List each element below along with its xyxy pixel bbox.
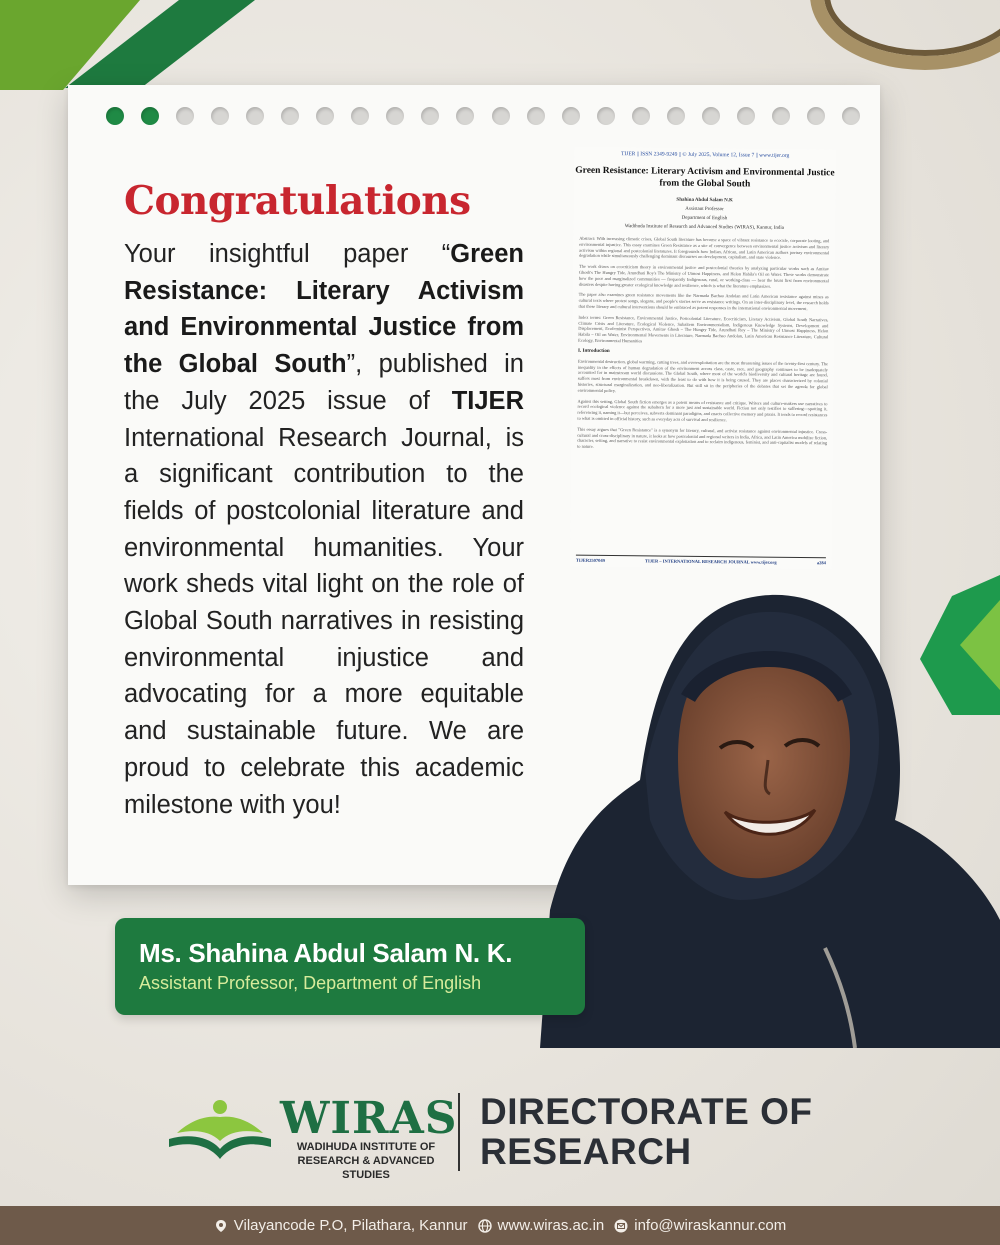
paper-header: TIJER || ISSN 2349-9249 || © July 2025, Volume 12, Issue 7 || www.tijer.org — [620, 151, 790, 159]
paper-abstract: Abstract: With increasing climatic crises, Global South literature has become a space of vibrant resistance to ecocide, corporate looting, and environmental injustice. This essay examines Green Resistance as a site of convergence between environmental justice activism and literary activism within regional and postcolonial literatures. It foregrounds how Indian, African, and Latin American authors portray environmental degradation while simultaneously challenging dominant discourses on development, capitalism, and state violence. — [579, 235, 830, 261]
paper-paragraph: This essay argues that "Green Resistance" is a synonym for literary, cultural, and activist resistance against environmental injustice. Cross-cultural and cross-disciplinary in nature, it looks at how postcolonial and regional writers in India, Africa, and Latin America mobilize fiction, character, setting, and narrative to resist environmental exploitation and to reclaim indigenous, feminist, and anti-capitalist models of relating to nature. — [577, 426, 828, 449]
paper-paragraph: Against this setting, Global South fiction emerges as a potent means of resistance and critique. Writers and culture-makers use narratives to record ecological violence against the subaltern for a more just and sustainable world. Fiction not only testifies to suffering—spotting it, referencing it, naming it—but perceives, subverts dominant paradigms, and enacts collective memory and praxis. It tends to record resistances to what is omitted in official history, such as everyday acts of survival and resilience. — [577, 398, 828, 423]
paper-paragraph: The paper also examines green resistance movements like the Narmada Bachao Andolan and Latin American resistance against mines as cultural texts where protest songs, slogans, and people's stories serve as resistance writings. On an inter-disciplinary level, the research holds that these literary and cultural interventions should be embraced as potent responses in the international environmental movement. — [578, 292, 829, 312]
binder-hole — [106, 107, 124, 125]
binder-hole — [246, 107, 264, 125]
directorate-line2: RESEARCH — [480, 1131, 692, 1172]
binder-hole — [632, 107, 650, 125]
binder-hole — [807, 107, 825, 125]
binder-hole — [176, 107, 194, 125]
paper-title-highlight: Green Resistance: Literary Activism and Environmental Justice from the Global South — [124, 240, 524, 379]
footer-email[interactable] — [614, 1217, 786, 1234]
binder-hole — [492, 107, 510, 125]
binder-hole — [211, 107, 229, 125]
footer-website-text[interactable]: www.wiras.ac.in — [497, 1217, 605, 1234]
binder-hole — [842, 107, 860, 125]
paper-index-terms: Index terms: Green Resistance, Environmental Justice, Postcolonial Literature, Ecocriticism, Literary Activism, Global South Narratives, Climate Crisis and Literature, Ecological Violence, Subaltern Environmentalism, Indigenous Knowledge Systems, Development and Displacement, Ecofeminist Perspectives, Amitav Ghosh – The Hungry Tide, Arundhati Roy – The Ministry of Utmost Happiness, Helon Habila – Oil on Water, Environmental Movements in Literature, Narmada Bachao Andolan, Latin American Resistance Literature, Cultural Ecology, Environmental Humanities — [578, 314, 829, 344]
paper-title: Green Resistance: Literary Activism and Environmental Justice from the Global South — [575, 165, 835, 190]
paper-department: Department of English — [681, 215, 728, 222]
person-designation: Assistant Professor, Department of English — [139, 973, 482, 993]
paper-author: Shahina Abdul Salam N.K — [676, 197, 733, 204]
message-part: Your insightful paper “ — [124, 240, 451, 268]
binder-hole — [141, 107, 159, 125]
footer-bar — [0, 1206, 1000, 1245]
journal-name-highlight: TIJER — [451, 386, 524, 415]
message-part: ”, published in the July 2025 issue of — [124, 350, 524, 415]
email-icon — [614, 1219, 628, 1233]
footer-email-text[interactable]: info@wiraskannur.com — [634, 1217, 787, 1234]
person-photo — [540, 580, 1000, 1048]
binder-hole — [527, 107, 545, 125]
binder-hole — [351, 107, 369, 125]
directorate-line1: DIRECTORATE OF — [480, 1091, 813, 1132]
paper-footer-page: a284 — [816, 560, 826, 566]
paper-author-block — [573, 195, 835, 234]
binder-hole — [772, 107, 790, 125]
binder-hole — [386, 107, 404, 125]
binder-hole — [667, 107, 685, 125]
paper-paragraph: Environmental destruction, global warming, cutting trees, and overexploitation are the most threatening issues of the twenty-first century. The inequality in the effects of human degradation of the environment across class, caste, race, and geography continues to be inadequately accounted for in mainstream world discussions. The Global South, where most of the world's biodiversity and cultural heritage are found, suffers most from environmental breakdown, with the least to do with how it is being caused. They are places characterized by colonial histories, structural marginalization, and neo-liberalization. But still sit in the peripheries of the debates that set the agenda for global environmental policy. — [577, 358, 828, 393]
paper-footer-id: TIJER2507049 — [575, 557, 605, 563]
name-banner — [115, 918, 585, 1015]
wiras-wordmark: WIRAS — [280, 1093, 458, 1144]
binder-hole — [737, 107, 755, 125]
paper-preview — [570, 147, 836, 570]
binder-hole — [456, 107, 474, 125]
globe-icon — [478, 1219, 492, 1233]
congrats-message — [124, 236, 524, 823]
paper-footer — [576, 555, 826, 566]
directorate-title — [480, 1092, 812, 1172]
location-pin-icon — [214, 1219, 228, 1233]
paper-footer-journal: TIJER – INTERNATIONAL RESEARCH JOURNAL www.tijer.org — [645, 558, 777, 565]
paper-institute: Wadihuda Institute of Research and Advanced Studies (WIRAS), Kannur, India — [624, 224, 784, 231]
binder-hole — [421, 107, 439, 125]
congrats-title: Congratulations — [124, 178, 471, 224]
footer-address — [214, 1217, 468, 1234]
footer-website[interactable] — [478, 1217, 605, 1234]
message-part: International Research Journal, is a significant contribution to the fields of postcolonial literature and environmental humanities. Your work sheds vital light on the role of Global South narratives in resisting environmental injustice and advocating for a more equitable and sustainable future. We are proud to celebrate this academic milestone with you! — [124, 423, 524, 819]
wiras-logo-icon — [165, 1095, 275, 1170]
footer-address-text: Vilayancode P.O, Pilathara, Kannur — [233, 1217, 468, 1234]
wiras-full-name: WADIHUDA INSTITUTE OF RESEARCH & ADVANCED STUDIES — [296, 1141, 436, 1181]
paper-paragraph: The work draws on ecocriticism theory in environmental justice and postcolonial theories by analyzing particular works such as Amitav Ghosh's The Hungry Tide, Arundhati Roy's The Ministry of Utmost Happiness, and Helon Habila's Oil on Water. These works demonstrate how the poor and marginalized communities — frequently Indigenous, rural, or working-class — bear the brunt first from environmental disasters despite having greater ecological knowledge and resilience, which is what the literature emphasizes. — [578, 263, 829, 289]
binder-hole — [597, 107, 615, 125]
binder-hole — [702, 107, 720, 125]
binder-hole — [316, 107, 334, 125]
paper-section-heading: I. Introduction — [578, 348, 610, 354]
logo-divider — [458, 1093, 460, 1171]
binder-hole — [281, 107, 299, 125]
binder-holes — [106, 107, 860, 127]
person-name: Ms. Shahina Abdul Salam N. K. — [139, 938, 513, 968]
binder-hole — [562, 107, 580, 125]
paper-role: Assistant Professor — [685, 206, 724, 213]
